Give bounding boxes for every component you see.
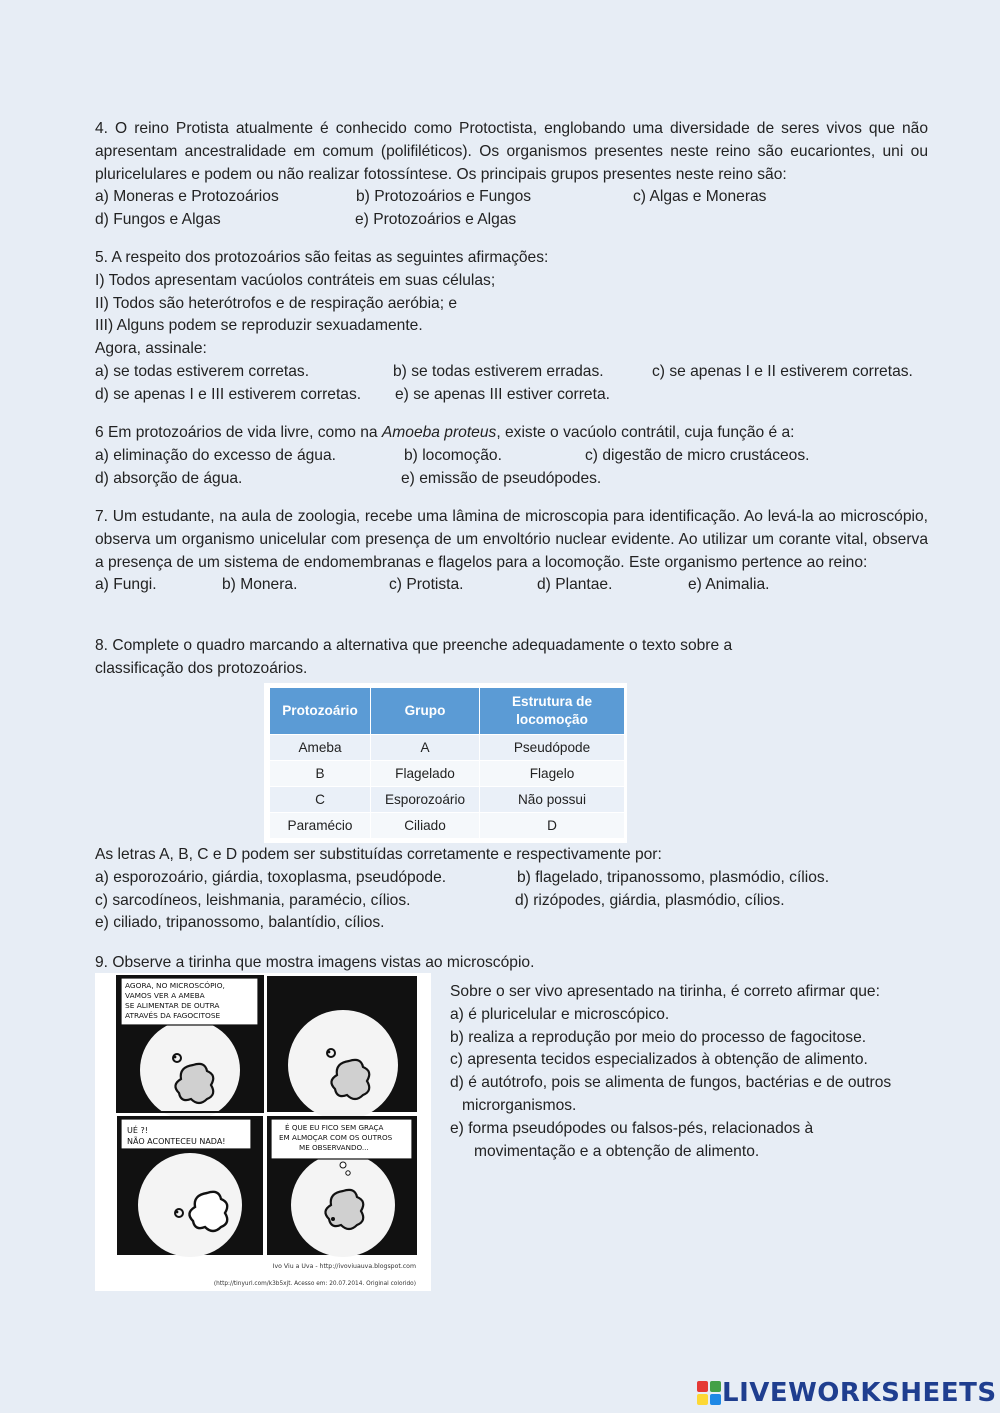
q8-option-d: d) rizópodes, giárdia, plasmódio, cílios. xyxy=(515,891,785,909)
protozoa-table xyxy=(269,687,625,839)
question-7 xyxy=(95,506,928,597)
q6-option-a: a) eliminação do excesso de água. xyxy=(95,446,336,464)
question-5-stem: 5. A respeito dos protozoários são feitas as seguintes afirmações: xyxy=(95,249,549,266)
question-4 xyxy=(95,118,928,232)
q6-option-e: e) emissão de pseudópodes. xyxy=(401,469,602,487)
q7-option-b: b) Monera. xyxy=(222,576,298,594)
q9-option-e-cont: movimentação e a obtenção de alimento. xyxy=(474,1142,760,1160)
q6-stem-post: , existe o vacúolo contrátil, cuja função é a: xyxy=(496,424,795,441)
q5-statement-iii: III) Alguns podem se reproduzir sexuadamente. xyxy=(95,317,423,335)
q6-stem-pre: 6 Em protozoários de vida livre, como na xyxy=(95,424,382,441)
q5-statement-ii: II) Todos são heterótrofos e de respiração aeróbia; e xyxy=(95,294,458,312)
question-9-options xyxy=(450,981,930,1163)
cell-protozoario: Paramécio xyxy=(270,813,371,839)
q4-option-b: b) Protozoários e Fungos xyxy=(356,188,532,206)
q8-option-a: a) esporozoário, giárdia, toxoplasma, pseudópode. xyxy=(95,868,447,886)
panel3-bubble-text: UÉ ?! NÃO ACONTECEU NADA! xyxy=(127,1126,226,1146)
question-8 xyxy=(95,635,928,681)
q7-option-c: c) Protista. xyxy=(389,576,464,594)
question-9-stem: 9. Observe a tirinha que mostra imagens vistas ao microscópio. xyxy=(95,954,535,971)
q5-option-d: d) se apenas I e III estiverem corretas. xyxy=(95,385,362,403)
q5-option-b: b) se todas estiverem erradas. xyxy=(393,362,604,380)
logo-grid-icon xyxy=(696,1380,722,1406)
q9-prompt: Sobre o ser vivo apresentado na tirinha, é correto afirmar que: xyxy=(450,983,880,1000)
q4-option-e: e) Protozoários e Algas xyxy=(355,211,517,229)
q7-option-a: a) Fungi. xyxy=(95,576,157,594)
q8-option-b: b) flagelado, tripanossomo, plasmódio, cílios. xyxy=(517,868,830,886)
cell-estrutura: D xyxy=(480,813,625,839)
table-row xyxy=(270,813,625,839)
header-grupo: Grupo xyxy=(371,688,480,735)
question-6 xyxy=(95,422,928,490)
q8-after-table: As letras A, B, C e D podem ser substituídas corretamente e respectivamente por: xyxy=(95,846,662,863)
logo-text: LIVEWORKSHEETS xyxy=(722,1378,997,1408)
cell-estrutura: Não possui xyxy=(480,787,625,813)
table-row xyxy=(270,735,625,761)
q5-option-e: e) se apenas III estiver correta. xyxy=(395,385,610,403)
question-5 xyxy=(95,247,928,407)
q8-option-e: e) ciliado, tripanossomo, balantídio, cílios. xyxy=(95,914,385,932)
q7-option-e: e) Animalia. xyxy=(688,576,770,594)
q6-species: Amoeba proteus xyxy=(381,424,497,441)
question-8-options xyxy=(95,844,928,935)
cell-protozoario: C xyxy=(270,787,371,813)
q5-option-c: c) se apenas I e II estiverem corretas. xyxy=(652,362,913,380)
q9-option-e: e) forma pseudópodes ou falsos-pés, relacionados à xyxy=(450,1119,814,1137)
q4-option-d: d) Fungos e Algas xyxy=(95,211,221,229)
q6-option-d: d) absorção de água. xyxy=(95,469,243,487)
q6-option-c: c) digestão de micro crustáceos. xyxy=(585,446,810,464)
q4-option-c: c) Algas e Moneras xyxy=(633,188,767,206)
cell-grupo: Flagelado xyxy=(371,761,480,787)
cell-grupo: A xyxy=(371,735,480,761)
q9-option-b: b) realiza a reprodução por meio do processo de fagocitose. xyxy=(450,1028,867,1046)
question-7-text: 7. Um estudante, na aula de zoologia, recebe uma lâmina de microscopia para identificação. Ao levá-la ao microscópio, observa um organismo unicelular com presença de um envoltório nuclear evidente. Ao utilizar um corante vital, observa a presença de um sistema de endomembranas e flagelos para a locomoção. Este organismo pertence ao reino: xyxy=(95,508,928,571)
header-estrutura: Estrutura de locomoção xyxy=(480,688,625,735)
q5-option-a: a) se todas estiverem corretas. xyxy=(95,362,310,380)
q4-option-a: a) Moneras e Protozoários xyxy=(95,188,279,206)
comic-credit: Ivo Viu a Uva - http://ivoviuauva.blogspot.com xyxy=(272,1263,416,1270)
q9-option-d: d) é autótrofo, pois se alimenta de fungos, bactérias e de outros xyxy=(450,1074,892,1092)
cell-grupo: Ciliado xyxy=(371,813,480,839)
comic-source: (http://tinyurl.com/k3b5xjt. Acesso em: 20.07.2014. Original colorido) xyxy=(213,1281,416,1287)
cell-grupo: Esporozoário xyxy=(371,787,480,813)
table-row xyxy=(270,761,625,787)
question-6-stem xyxy=(95,422,928,445)
amoeba-comic-strip xyxy=(95,973,431,1291)
q5-prompt: Agora, assinale: xyxy=(95,340,207,358)
question-4-text: 4. O reino Protista atualmente é conhecido como Protoctista, englobando uma diversidade de seres vivos que não apresentam ancestralidade em comum (polifiléticos). Os organismos presentes neste reino são eucariontes, uni ou pluricelulares e podem ou não realizar fotossíntese. Os principais grupos presentes neste reino são: xyxy=(95,120,928,183)
q9-option-a: a) é pluricelular e microscópico. xyxy=(450,1005,670,1023)
q6-option-b: b) locomoção. xyxy=(404,446,502,464)
protozoa-table-frame xyxy=(264,683,627,843)
table-row xyxy=(270,787,625,813)
q9-option-d-cont: microrganismos. xyxy=(462,1096,577,1114)
q7-option-d: d) Plantae. xyxy=(537,576,613,594)
q8-option-c: c) sarcodíneos, leishmania, paramécio, cílios. xyxy=(95,891,411,909)
header-protozoario: Protozoário xyxy=(270,688,371,735)
question-8-line1: 8. Complete o quadro marcando a alternativa que preenche adequadamente o texto sobre a xyxy=(95,637,733,654)
cell-protozoario: Ameba xyxy=(270,735,371,761)
cell-protozoario: B xyxy=(270,761,371,787)
cell-estrutura: Flagelo xyxy=(480,761,625,787)
q5-statement-i: I) Todos apresentam vacúolos contráteis em suas células; xyxy=(95,271,496,289)
comic-svg xyxy=(95,973,431,1291)
panel1-bubble-text: AGORA, NO MICROSCÓPIO, VAMOS VER A AMEBA SE ALIMENTAR DE OUTRA ATRAVÉS DA FAGOCITOSE xyxy=(125,981,225,1020)
panel4-bubble-text: É QUE EU FICO SEM GRAÇA EM ALMOÇAR COM OS OUTROS ME OBSERVANDO... xyxy=(279,1123,393,1152)
cell-estrutura: Pseudópode xyxy=(480,735,625,761)
question-8-line2: classificação dos protozoários. xyxy=(95,659,308,677)
q9-option-c: c) apresenta tecidos especializados à obtenção de alimento. xyxy=(450,1051,868,1069)
question-9 xyxy=(95,952,928,975)
liveworksheets-logo xyxy=(696,1377,997,1409)
